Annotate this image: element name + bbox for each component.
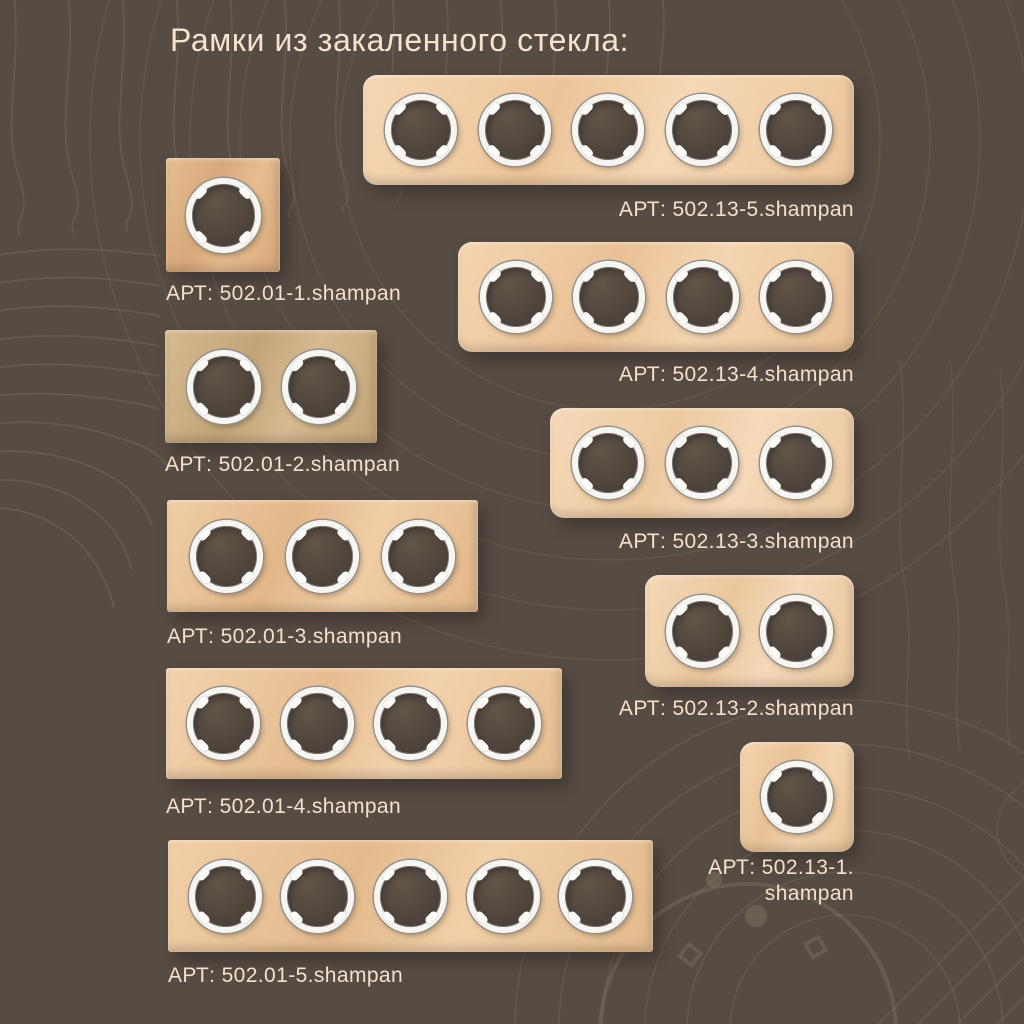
mounting-tab (392, 101, 408, 117)
mounting-tab (333, 401, 349, 417)
mounting-tab (474, 867, 490, 883)
mounting-tab (809, 434, 825, 450)
mounting-tab (289, 910, 305, 926)
mounting-tab (197, 570, 213, 586)
mounting-tab (810, 101, 826, 117)
frame-opening (374, 687, 447, 760)
mounting-tab (715, 434, 731, 450)
product-frame-502.13-2 (645, 575, 854, 687)
mounting-tab (475, 737, 491, 753)
mounting-tab (193, 229, 209, 245)
product-article-label (166, 794, 401, 820)
mounting-tab (333, 357, 349, 373)
frame-opening (374, 860, 447, 933)
mounting-tab (579, 143, 595, 159)
frame-opening (480, 261, 552, 333)
mounting-tab (424, 910, 440, 926)
frame-opening (479, 94, 551, 166)
mounting-tab (810, 602, 826, 618)
frame-opening (761, 761, 833, 833)
mounting-tab (609, 910, 625, 926)
mounting-tab (196, 867, 212, 883)
product-article-label (166, 281, 401, 307)
mounting-tab (381, 737, 397, 753)
mounting-tab (673, 143, 689, 159)
mounting-tab (622, 101, 638, 117)
mounting-tab (486, 143, 502, 159)
mounting-tab (529, 268, 545, 284)
product-frame-502.01-1 (166, 158, 280, 272)
mounting-tab (197, 527, 213, 543)
mounting-tab (289, 357, 305, 373)
mounting-tab (767, 310, 783, 326)
mounting-tab (674, 310, 690, 326)
mounting-tab (768, 768, 784, 784)
mounting-tab (767, 143, 783, 159)
product-frame-502.01-5 (168, 840, 653, 952)
mounting-tab (518, 694, 534, 710)
mounting-tab (717, 645, 733, 661)
product-frame-502.01-2 (165, 330, 377, 443)
frame-opening (760, 595, 833, 668)
mounting-tab (425, 694, 441, 710)
mounting-tab (566, 910, 582, 926)
mounting-tab (517, 910, 533, 926)
article-text: shampan (764, 882, 854, 906)
frame-opening (281, 860, 354, 933)
product-frame-502.13-1 (740, 742, 854, 852)
mounting-tab (716, 268, 732, 284)
mounting-tab (381, 867, 397, 883)
mounting-tab (474, 910, 490, 926)
mounting-tab (194, 357, 210, 373)
frame-opening (559, 860, 632, 933)
frame-opening (760, 94, 832, 166)
article-text: АРТ: 502.01-3.shampan (167, 625, 403, 648)
mounting-tab (767, 645, 783, 661)
mounting-tab (529, 310, 545, 326)
mounting-tab (194, 401, 210, 417)
product-frame-502.01-4 (166, 668, 562, 779)
mounting-tab (196, 910, 212, 926)
article-text: АРТ: 502.01-2.shampan (165, 453, 401, 476)
mounting-tab (716, 310, 732, 326)
mounting-tab (623, 268, 639, 284)
mounting-tab (673, 476, 689, 492)
product-article-label (619, 362, 854, 388)
frame-opening (468, 687, 541, 760)
mounting-tab (580, 310, 596, 326)
mounting-tab (238, 401, 254, 417)
mounting-tab (434, 101, 450, 117)
mounting-tab (475, 694, 491, 710)
mounting-tab (621, 476, 637, 492)
mounting-tab (288, 737, 304, 753)
product-article-label (165, 452, 400, 478)
mounting-tab (579, 434, 595, 450)
mounting-tab (810, 143, 826, 159)
mounting-tab (809, 476, 825, 492)
frame-opening (573, 261, 645, 333)
product-article-label (619, 529, 854, 555)
frame-opening (666, 94, 738, 166)
mounting-tab (237, 229, 253, 245)
mounting-tab (673, 434, 689, 450)
mounting-tab (433, 527, 449, 543)
mounting-tab (239, 910, 255, 926)
mounting-tab (238, 694, 254, 710)
frame-opening (282, 350, 356, 424)
mounting-tab (580, 268, 596, 284)
mounting-tab (331, 737, 347, 753)
mounting-tab (528, 143, 544, 159)
mounting-tab (609, 867, 625, 883)
mounting-tab (810, 645, 826, 661)
product-frame-502.13-4 (458, 242, 854, 352)
mounting-tab (673, 645, 689, 661)
product-article-label (619, 197, 854, 223)
article-text: АРТ: 502.13-2.shampan (618, 697, 854, 720)
mounting-tab (486, 101, 502, 117)
mounting-tab (424, 867, 440, 883)
frame-opening (186, 178, 261, 253)
mounting-tab (767, 268, 783, 284)
mounting-tab (336, 527, 352, 543)
article-text: АРТ: 502.01-1.shampan (166, 282, 402, 305)
product-article-label (619, 696, 854, 722)
mounting-tab (289, 401, 305, 417)
product-article-label (168, 963, 403, 989)
mounting-tab (810, 268, 826, 284)
mounting-tab (716, 101, 732, 117)
mounting-tab (810, 310, 826, 326)
mounting-tab (389, 527, 405, 543)
mounting-tab (579, 101, 595, 117)
product-frame-502.01-3 (167, 500, 478, 612)
article-text: АРТ: 502.01-5.shampan (168, 964, 404, 987)
mounting-tab (433, 570, 449, 586)
mounting-tab (389, 570, 405, 586)
product-article-label (167, 624, 402, 650)
mounting-tab (517, 867, 533, 883)
mounting-tab (768, 810, 784, 826)
mounting-tab (288, 694, 304, 710)
mounting-tab (487, 268, 503, 284)
mounting-tab (716, 143, 732, 159)
mounting-tab (193, 185, 209, 201)
mounting-tab (194, 694, 210, 710)
mounting-tab (194, 737, 210, 753)
mounting-tab (381, 910, 397, 926)
mounting-tab (238, 737, 254, 753)
mounting-tab (239, 867, 255, 883)
mounting-tab (623, 310, 639, 326)
mounting-tab (289, 867, 305, 883)
mounting-tab (622, 143, 638, 159)
mounting-tab (715, 476, 731, 492)
frame-opening (467, 860, 540, 933)
mounting-tab (293, 527, 309, 543)
mounting-tab (237, 185, 253, 201)
frame-opening (572, 427, 644, 499)
frame-opening (667, 261, 739, 333)
mounting-tab (767, 101, 783, 117)
frame-opening (666, 595, 739, 668)
frame-opening (572, 94, 644, 166)
mounting-tab (332, 910, 348, 926)
mounting-tab (673, 602, 689, 618)
frame-opening (286, 520, 359, 593)
product-frame-502.13-3 (550, 408, 854, 518)
mounting-tab (767, 602, 783, 618)
mounting-tab (810, 810, 826, 826)
frame-opening (760, 261, 832, 333)
mounting-tab (810, 768, 826, 784)
frame-opening (187, 687, 260, 760)
mounting-tab (528, 101, 544, 117)
mounting-tab (392, 143, 408, 159)
mounting-tab (717, 602, 733, 618)
page-title: Рамки из закаленного стекла: (170, 22, 630, 58)
frame-opening (281, 687, 354, 760)
frame-opening (190, 520, 263, 593)
mounting-tab (621, 434, 637, 450)
mounting-tab (331, 694, 347, 710)
mounting-tab (238, 357, 254, 373)
article-text: АРТ: 502.13-5.shampan (618, 198, 854, 221)
frame-opening (187, 350, 261, 424)
frame-opening (760, 427, 832, 499)
article-text: АРТ: 502.13-4.shampan (618, 363, 854, 386)
mounting-tab (434, 143, 450, 159)
mounting-tab (518, 737, 534, 753)
product-article-label (708, 855, 854, 908)
mounting-tab (332, 867, 348, 883)
mounting-tab (674, 268, 690, 284)
mounting-tab (240, 527, 256, 543)
mounting-tab (767, 476, 783, 492)
article-text: АРТ: 502.13-3.shampan (618, 530, 854, 553)
mounting-tab (336, 570, 352, 586)
frame-opening (666, 427, 738, 499)
article-text: АРТ: 502.01-4.shampan (166, 795, 402, 818)
mounting-tab (673, 101, 689, 117)
product-frame-502.13-5 (363, 75, 854, 185)
mounting-tab (381, 694, 397, 710)
mounting-tab (487, 310, 503, 326)
mounting-tab (240, 570, 256, 586)
mounting-tab (767, 434, 783, 450)
mounting-tab (425, 737, 441, 753)
article-text: АРТ: 502.13-1. (708, 856, 854, 879)
frame-opening (382, 520, 455, 593)
mounting-tab (293, 570, 309, 586)
mounting-tab (579, 476, 595, 492)
frame-opening (189, 860, 262, 933)
mounting-tab (566, 867, 582, 883)
frame-opening (385, 94, 457, 166)
